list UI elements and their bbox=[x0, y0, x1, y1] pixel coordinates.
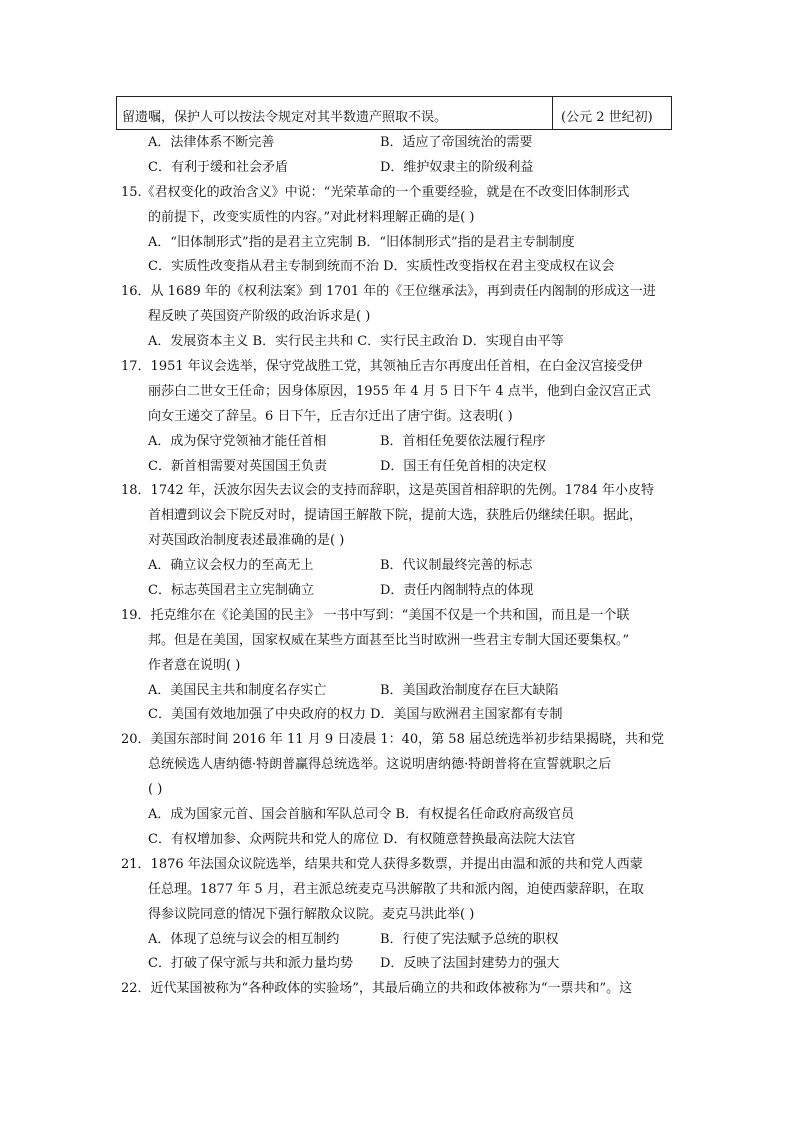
option-right: B．适应了帝国统治的需要 bbox=[380, 135, 533, 150]
option-row bbox=[0, 928, 794, 953]
option-left: C．打破了保守派与共和派力量均势 bbox=[148, 956, 353, 972]
option-left: A．美国民主共和制度名存实亡 bbox=[148, 682, 327, 698]
question-stem: 22．近代某国被称为“各种政体的实验场”，其最后确立的共和政体被称为“一票共和”。这 bbox=[121, 981, 633, 997]
text-line: A．成为国家元首、国会首脑和军队总司令 B．有权提名任命政府高级官员 bbox=[148, 807, 575, 823]
question-stem: 16．从 1689 年的《权利法案》到 1701 年的《王位继承法》，再到责任内阁制的形成这一进 bbox=[121, 284, 656, 300]
source-table bbox=[116, 96, 672, 130]
text-line: C．实质性改变指从君主专制到统而不治 D．实质性改变指权在君主变成权在议会 bbox=[148, 259, 615, 275]
option-right: B．首相任免要依法履行程序 bbox=[380, 433, 546, 449]
question-stem: 20．美国东部时间 2016 年 11 月 9 日凌晨 1：40，第 58 届总统选举初步结果揭晓，共和党 bbox=[121, 732, 664, 748]
text-line: 总统候选人唐纳德·特朗普赢得总统选举。这说明唐纳德·特朗普将在宣誓就职之后 bbox=[148, 757, 612, 773]
text-line: 丽莎白二世女王任命；因身体原因，1955 年 4 月 5 日下午 4 点半，他到白金汉宫正式 bbox=[148, 383, 651, 399]
table-cell-text: 留遗嘱，保护人可以按法令规定对其半数遗产照取不误。 bbox=[117, 97, 553, 129]
text-line: C．有权增加参、众两院共和党人的席位 D．有权随意替换最高法院大法官 bbox=[148, 831, 576, 847]
text-line: 对英国政治制度表述最准确的是( ) bbox=[148, 533, 345, 549]
option-row bbox=[0, 156, 794, 181]
option-row bbox=[0, 554, 794, 579]
option-right: B．行使了宪法赋予总统的职权 bbox=[380, 931, 559, 947]
text-line: ( ) bbox=[148, 782, 163, 798]
text-line: 的前提下，改变实质性的内容。”对此材料理解正确的是( ) bbox=[148, 209, 475, 225]
question-list bbox=[0, 131, 794, 1002]
text-line: A．发展资本主义 B．实行民主共和 C．实行民主政治 D．实现自由平等 bbox=[148, 334, 564, 350]
option-left: C．有利于缓和社会矛盾 bbox=[148, 159, 288, 175]
option-row bbox=[0, 455, 794, 480]
option-left: A．法律体系不断完善 bbox=[148, 135, 275, 150]
text-line: C．美国有效地加强了中央政府的权力 D．美国与欧洲君主国家都有专制 bbox=[148, 707, 563, 723]
option-right: D．反映了法国封建势力的强大 bbox=[380, 956, 560, 972]
option-left: C．新首相需要对英国国王负责 bbox=[148, 458, 327, 474]
option-row bbox=[0, 131, 794, 156]
text-line: 程反映了英国资产阶级的政治诉求是( ) bbox=[148, 309, 371, 325]
question-stem: 19．托克维尔在《论美国的民主》 一书中写到：“美国不仅是一个共和国，而且是一个联 bbox=[121, 607, 630, 623]
option-row bbox=[0, 679, 794, 704]
table-cell-date: (公元 2 世纪初) bbox=[561, 110, 653, 125]
option-right: D．责任内阁制特点的体现 bbox=[380, 583, 534, 599]
option-left: A．体现了总统与议会的相互制约 bbox=[148, 931, 340, 947]
question-stem: 21．1876 年法国众议院选举，结果共和党人获得多数票，并提出由温和派的共和党人西蒙 bbox=[121, 856, 643, 872]
option-row bbox=[0, 579, 794, 604]
option-right: B．代议制最终完善的标志 bbox=[380, 558, 533, 574]
option-row bbox=[0, 430, 794, 455]
option-left: A．确立议会权力的至高无上 bbox=[148, 558, 314, 574]
option-right: D．维护奴隶主的阶级利益 bbox=[380, 159, 534, 175]
option-left: C．标志英国君主立宪制确立 bbox=[148, 583, 314, 599]
text-line: 任总理。1877 年 5 月，君主派总统麦克马洪解散了共和派内阁，迫使西蒙辞职，在取 bbox=[148, 881, 644, 897]
option-right: D．国王有任免首相的决定权 bbox=[380, 458, 547, 474]
question-stem: 18．1742 年，沃波尔因失去议会的支持而辞职，这是英国首相辞职的先例。1784 年小皮特 bbox=[121, 483, 654, 499]
text-line: 向女王递交了辞呈。6 日下午，丘吉尔迁出了唐宁街。这表明( ) bbox=[148, 408, 513, 424]
text-line: 邦。但是在美国，国家权威在某些方面甚至比当时欧洲一些君主专制大国还要集权。” bbox=[148, 632, 630, 648]
text-line: 得参议院同意的情况下强行解散众议院。麦克马洪此举( ) bbox=[148, 906, 475, 922]
option-row bbox=[0, 952, 794, 977]
text-line: A．“旧体制形式”指的是君主立宪制 B．“旧体制形式”指的是君主专制制度 bbox=[148, 234, 575, 250]
option-right: B．美国政治制度存在巨大缺陷 bbox=[380, 682, 559, 698]
question-stem: 17．1951 年议会选举，保守党战胜工党，其领袖丘吉尔再度出任首相，在白金汉宫接受伊 bbox=[121, 359, 643, 375]
option-left: A．成为保守党领袖才能任首相 bbox=[148, 433, 327, 449]
question-stem: 15.《君权变化的政治含义》中说：“光荣革命的一个重要经验，就是在不改变旧体制形式 bbox=[121, 184, 630, 200]
text-line: 作者意在说明( ) bbox=[148, 657, 241, 673]
text-line: 首相遭到议会下院反对时，提请国王解散下院，提前大选，获胜后仍继续任职。据此， bbox=[148, 508, 643, 524]
